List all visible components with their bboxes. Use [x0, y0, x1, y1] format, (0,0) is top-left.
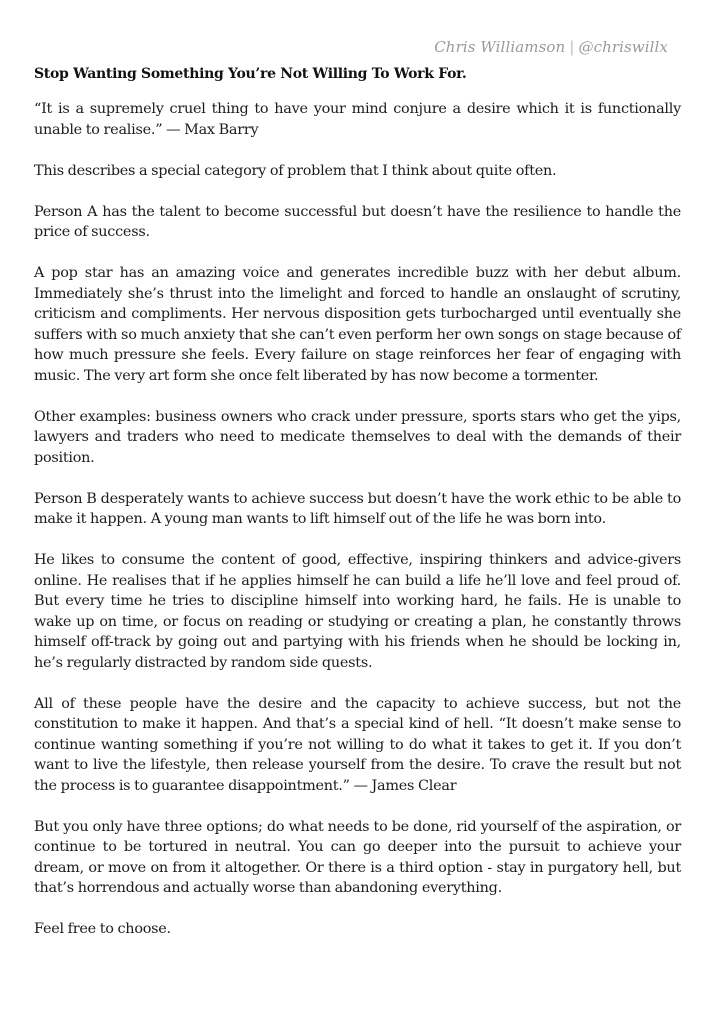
article-title: Stop Wanting Something You’re Not Willing To Work For.: [34, 66, 467, 82]
paragraph-closing: Feel free to choose.: [34, 921, 171, 937]
paragraph-person-a: Person A has the talent to become successful but doesn’t have the resilience to handle the price of success.: [34, 203, 681, 240]
byline-separator: |: [569, 38, 575, 56]
article-body: [34, 99, 681, 940]
paragraph-intro: This describes a special category of problem that I think about quite often.: [34, 162, 557, 179]
paragraph-pop-star: A pop star has an amazing voice and generates incredible buzz with her debut album. Immediately she’s thrust into the limelight and forced to handle an onslaught of scrutiny, criticism and compliments. Her nervous disposition gets turbocharged until eventually she suffers with so much anxiety that she can’t even perform her own songs on stage because of how much pressure she feels. Every failure on stage reinforces her fear of engaging with music. The very art form she once felt liberated by has now become a tormenter.: [34, 265, 681, 384]
author-name: Chris Williamson: [434, 38, 566, 56]
paragraph-other-examples: Other examples: business owners who crack under pressure, sports stars who get the yips, lawyers and traders who need to medicate themselves to deal with the demands of their position.: [34, 408, 681, 466]
paragraph-quote-barry: “It is a supremely cruel thing to have your mind conjure a desire which it is functionally unable to realise.” — Max Barry: [34, 101, 681, 138]
document-page: [34, 38, 681, 960]
paragraph-desire-capacity: All of these people have the desire and the capacity to achieve success, but not the constitution to make it happen. And that’s a special kind of hell. “It doesn’t make sense to continue wanting something if you’re not willing to do what it takes to get it. If you don’t want to live the lifestyle, then release yourself from the desire. To crave the result but not the process is to guarantee disappointment.” — James Clear: [34, 695, 681, 794]
paragraph-young-man: He likes to consume the content of good, effective, inspiring thinkers and advice-givers online. He realises that if he applies himself he can build a life he’ll love and feel proud of. But every time he tries to discipline himself into working hard, he fails. He is unable to wake up on time, or focus on reading or studying or creating a plan, he constantly throws himself off-track by going out and partying with his friends when he should be locking in, he’s regularly distracted by random side quests.: [34, 552, 681, 671]
author-byline: [34, 38, 668, 56]
paragraph-person-b: Person B desperately wants to achieve success but doesn’t have the work ethic to be able to make it happen. A young man wants to lift himself out of the life he was born into.: [34, 490, 681, 527]
paragraph-three-options: But you only have three options; do what needs to be done, rid yourself of the aspiration, or continue to be tortured in neutral. You can go deeper into the pursuit to achieve your dream, or move on from it altogether. Or there is a third option - stay in purgatory hell, but that’s horrendous and actually worse than abandoning everything.: [34, 818, 681, 896]
author-handle: @chriswillx: [578, 38, 668, 56]
